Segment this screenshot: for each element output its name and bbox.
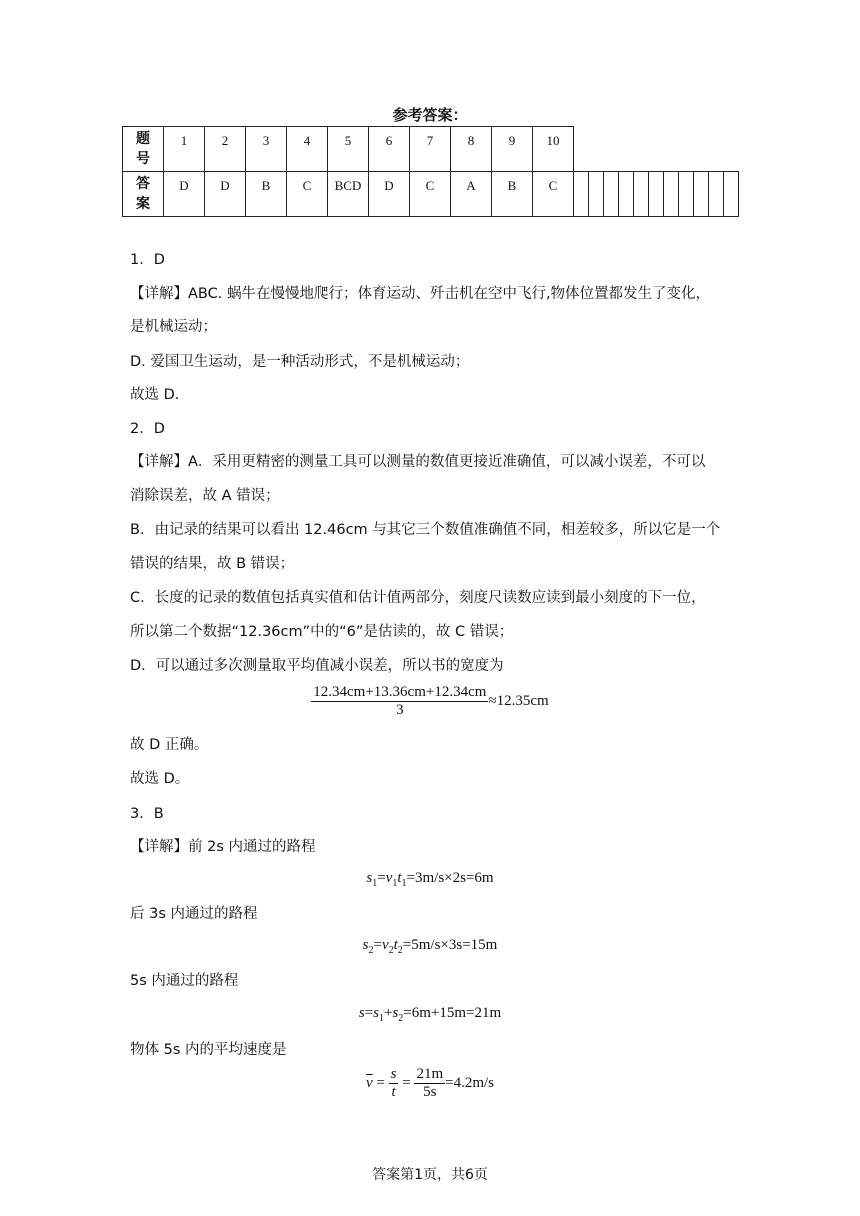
table-empty-cell [574, 172, 589, 217]
table-cell-number: 3 [246, 127, 287, 172]
table-cell-answer: D [164, 172, 205, 217]
q2-line: 【详解】A．采用更精密的测量工具可以测量的数值更接近准确值，可以减小误差，不可以 [130, 454, 706, 470]
page-title: 参考答案： [392, 106, 468, 124]
fraction-denominator: 5s [423, 1084, 437, 1100]
q2-line: C．长度的记录的数值包括真实值和估计值两部分，刻度尺读数应读到最小刻度的下一位， [130, 590, 706, 606]
q3-text: 5s 内通过的路程 [130, 973, 239, 989]
q1-line: 是机械运动； [130, 319, 217, 335]
q3-number: 3．B [130, 806, 164, 822]
q2-number: 2．D [130, 421, 165, 437]
table-cell-number: 10 [533, 127, 574, 172]
table-empty-cell [679, 172, 694, 217]
q3-equation-4: $\overline{v}$ = $\frac{s}{t}$ = $\frac{21m}{5s}$ =4.2m/s [365, 1066, 494, 1100]
q3-text: 物体 5s 内的平均速度是 [130, 1042, 287, 1058]
table-head-number: 题 号 [123, 127, 164, 172]
table-cell-answer: D [205, 172, 246, 217]
q1-line: 【详解】ABC. 蜗牛在慢慢地爬行；体育运动、歼击机在空中飞行,物体位置都发生了变化， [130, 286, 711, 302]
fraction-numerator: 21m [416, 1066, 444, 1082]
table-cell-number: 8 [451, 127, 492, 172]
table-empty-cell [619, 172, 634, 217]
fraction [414, 1066, 445, 1101]
fraction-numerator: 12.34cm+13.36cm+12.34cm [313, 684, 487, 700]
equation-value: =3m/s×2s=6m [406, 870, 494, 886]
equation-value: =5m/s×3s=15m [402, 937, 498, 953]
table-cell-number: 4 [287, 127, 328, 172]
q2-after: 故选 D。 [130, 771, 190, 787]
q2-line: D．可以通过多次测量取平均值减小误差，所以书的宽度为 [130, 658, 504, 674]
table-cell-number: 1 [164, 127, 205, 172]
table-cell-answer: C [410, 172, 451, 217]
table-empty-cell [604, 172, 619, 217]
equation-result: =4.2m/s [445, 1074, 494, 1091]
q3-text: 后 3s 内通过的路程 [130, 906, 258, 922]
table-cell-number: 7 [410, 127, 451, 172]
q2-after: 故 D 正确。 [130, 737, 209, 753]
table-empty-cell [724, 172, 739, 217]
table-blank [574, 127, 739, 172]
q2-line: 消除误差，故 A 错误； [130, 488, 280, 504]
table-cell-answer: C [533, 172, 574, 217]
table-cell-answer: A [451, 172, 492, 217]
table-cell-answer: BCD [328, 172, 369, 217]
table-empty-cell [634, 172, 649, 217]
equation-result: ≈12.35cm [488, 692, 549, 709]
fraction [311, 684, 488, 719]
fraction-denominator: 3 [396, 702, 404, 718]
fraction: $\frac{s}{t}$ [390, 1066, 397, 1100]
table-head-answer: 答 案 [123, 172, 164, 217]
q3-equation-3: $s=s_1+s_2=6m+15m=21m$ [358, 1005, 502, 1024]
q3-equation-1: $s_1=v_1t_1=3m/s\times 2s=6m$ [366, 870, 494, 889]
q3-equation-2: $s_2=v_2t_2=5m/s\times 3s=15m$ [362, 937, 498, 956]
table-empty-cell [664, 172, 679, 217]
table-empty-cell [589, 172, 604, 217]
table-cell-answer: B [492, 172, 533, 217]
table-cell-number: 2 [205, 127, 246, 172]
q3-intro: 【详解】前 2s 内通过的路程 [130, 839, 316, 855]
q2-line: 所以第二个数据“12.36cm”中的“6”是估读的，故 C 错误； [130, 624, 514, 640]
q1-line: 故选 D. [130, 387, 180, 403]
table-cell-number: 6 [369, 127, 410, 172]
page-footer: 答案第1页，共6页 [372, 1167, 488, 1183]
q1-line: D. 爱国卫生运动，是一种活动形式，不是机械运动； [130, 354, 470, 370]
q1-number: 1．D [130, 252, 165, 268]
table-empty-cell [694, 172, 709, 217]
equation-value: =6m+15m=21m [403, 1005, 502, 1021]
table-empty-cell [649, 172, 664, 217]
table-cell-answer: D [369, 172, 410, 217]
q2-line: B．由记录的结果可以看出 12.46cm 与其它三个数值准确值不同，相差较多，所以它是一个 [130, 522, 721, 538]
table-row-numbers [123, 127, 739, 172]
table-empty-cell [709, 172, 724, 217]
table-row-answers [123, 172, 739, 217]
table-cell-answer: C [287, 172, 328, 217]
table-cell-number: 5 [328, 127, 369, 172]
q2-line: 错误的结果，故 B 错误； [130, 556, 295, 572]
q2-equation [0, 684, 860, 719]
answer-table [122, 126, 739, 217]
table-cell-number: 9 [492, 127, 533, 172]
table-cell-answer: B [246, 172, 287, 217]
